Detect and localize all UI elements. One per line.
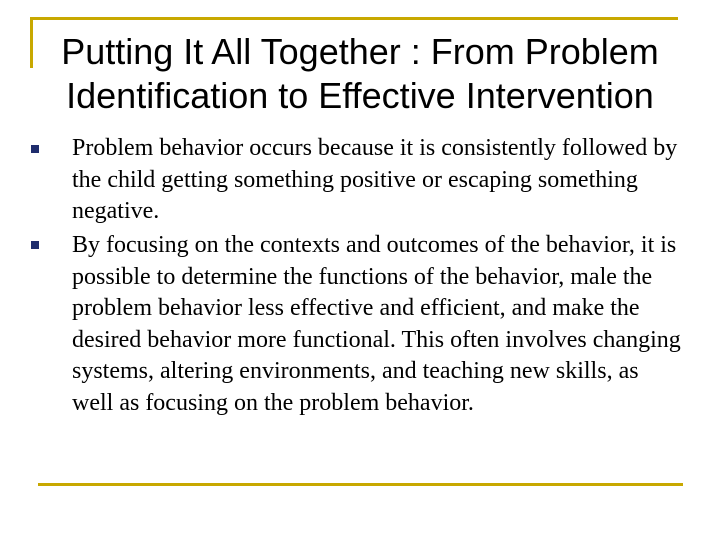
square-bullet-icon (31, 241, 39, 249)
top-rule (30, 17, 678, 20)
bullet-text: By focusing on the contexts and outcomes of the behavior, it is possible to determine the functions of the behavior, male the problem behavior less effective and efficient, and make the desired behavior more functional. This often involves changing systems, altering environments, and teaching new skills, as well as focusing on the problem behavior. (72, 232, 681, 416)
bottom-rule (38, 483, 683, 486)
bullet-text: Problem behavior occurs because it is consistently followed by the child getting something positive or escaping something negative. (72, 135, 678, 224)
slide-title: Putting It All Together : From Problem Identification to Effective Intervention (61, 31, 659, 116)
square-bullet-icon (31, 145, 39, 153)
